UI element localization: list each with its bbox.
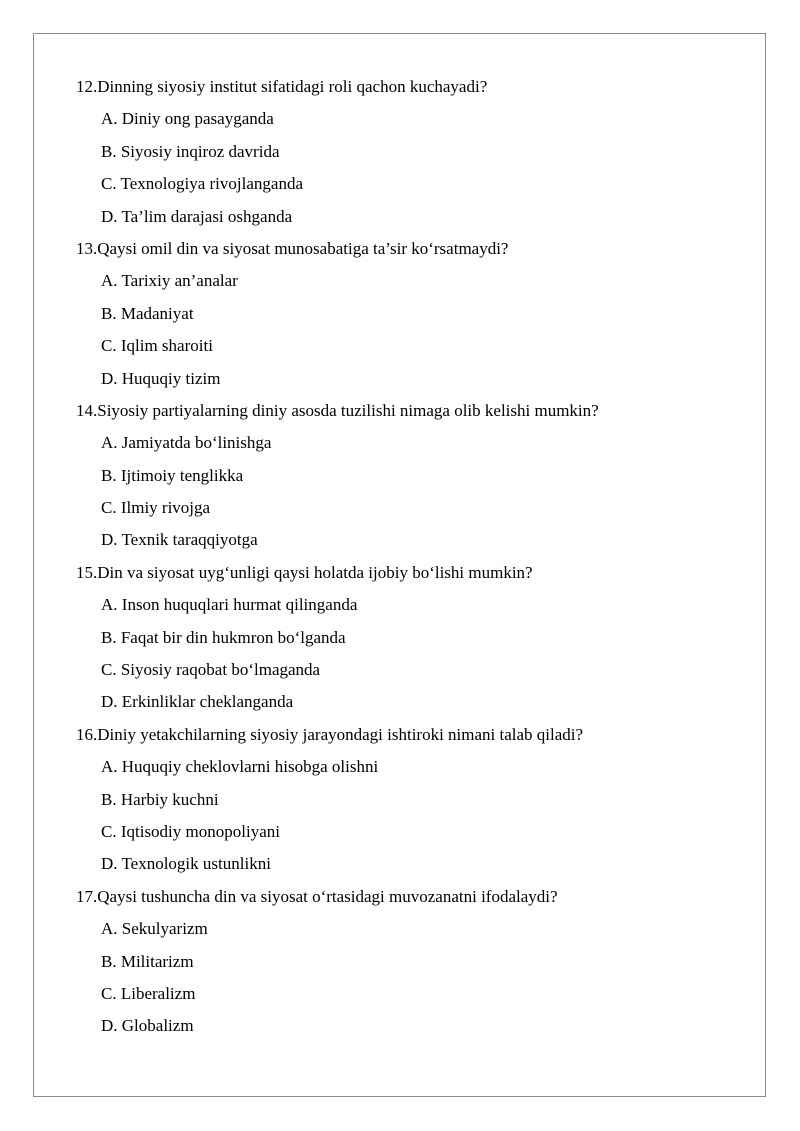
question-number: 16. bbox=[76, 724, 98, 744]
question-text bbox=[76, 562, 756, 594]
option-b: B. Siyosiy inqiroz davrida bbox=[101, 141, 280, 161]
question-text bbox=[76, 238, 756, 270]
option-d: D. Texnologik ustunlikni bbox=[101, 854, 271, 874]
question-number: 15. bbox=[76, 562, 98, 582]
option-a: A. Huquqiy cheklovlarni hisobga olishni bbox=[101, 757, 379, 777]
question-14 bbox=[76, 400, 756, 562]
option-b: B. Militarizm bbox=[101, 951, 194, 971]
question-number: 14. bbox=[76, 400, 98, 420]
question-number: 17. bbox=[76, 886, 98, 906]
question-15 bbox=[76, 562, 756, 724]
option-d: D. Ta’lim darajasi oshganda bbox=[101, 206, 293, 226]
question-list bbox=[76, 76, 756, 1048]
option-c: C. Liberalizm bbox=[101, 983, 196, 1003]
question-12 bbox=[76, 76, 756, 238]
question-prompt: Din va siyosat uyg‘unligi qaysi holatda ijobiy bo‘lishi mumkin? bbox=[97, 562, 533, 582]
option-d: D. Texnik taraqqiyotga bbox=[101, 530, 258, 550]
question-13 bbox=[76, 238, 756, 400]
option-a: A. Sekulyarizm bbox=[101, 919, 208, 939]
question-number: 13. bbox=[76, 238, 98, 258]
question-prompt: Diniy yetakchilarning siyosiy jarayondagi ishtiroki nimani talab qiladi? bbox=[97, 724, 584, 744]
option-a: A. Diniy ong pasayganda bbox=[101, 109, 274, 129]
question-prompt: Qaysi tushuncha din va siyosat o‘rtasidagi muvozanatni ifodalaydi? bbox=[97, 886, 558, 906]
question-number: 12. bbox=[76, 77, 98, 96]
question-16 bbox=[76, 724, 756, 886]
option-b: B. Ijtimoiy tenglikka bbox=[101, 465, 244, 485]
question-prompt: Dinning siyosiy institut sifatidagi roli qachon kuchayadi? bbox=[97, 77, 488, 96]
question-text bbox=[76, 400, 756, 432]
option-d: D. Huquqiy tizim bbox=[101, 368, 221, 388]
question-prompt: Siyosiy partiyalarning diniy asosda tuzilishi nimaga olib kelishi mumkin? bbox=[97, 400, 599, 420]
option-c: C. Iqtisodiy monopoliyani bbox=[101, 821, 280, 841]
option-c: C. Texnologiya rivojlanganda bbox=[101, 174, 303, 194]
question-text bbox=[76, 724, 756, 756]
option-d: D. Globalizm bbox=[101, 1016, 194, 1036]
option-a: A. Jamiyatda bo‘linishga bbox=[101, 433, 272, 453]
option-c: C. Siyosiy raqobat bo‘lmaganda bbox=[101, 660, 321, 680]
question-17 bbox=[76, 886, 756, 1048]
option-d: D. Erkinliklar cheklanganda bbox=[101, 692, 294, 712]
question-text bbox=[76, 886, 756, 918]
option-b: B. Madaniyat bbox=[101, 303, 194, 323]
option-c: C. Iqlim sharoiti bbox=[101, 336, 213, 356]
option-a: A. Inson huquqlari hurmat qilinganda bbox=[101, 595, 358, 615]
option-c: C. Ilmiy rivojga bbox=[101, 498, 211, 518]
option-b: B. Harbiy kuchni bbox=[101, 789, 219, 809]
option-b: B. Faqat bir din hukmron bo‘lganda bbox=[101, 627, 346, 647]
question-text bbox=[76, 76, 756, 108]
option-a: A. Tarixiy an’analar bbox=[101, 271, 238, 291]
question-prompt: Qaysi omil din va siyosat munosabatiga ta’sir ko‘rsatmaydi? bbox=[97, 238, 509, 258]
